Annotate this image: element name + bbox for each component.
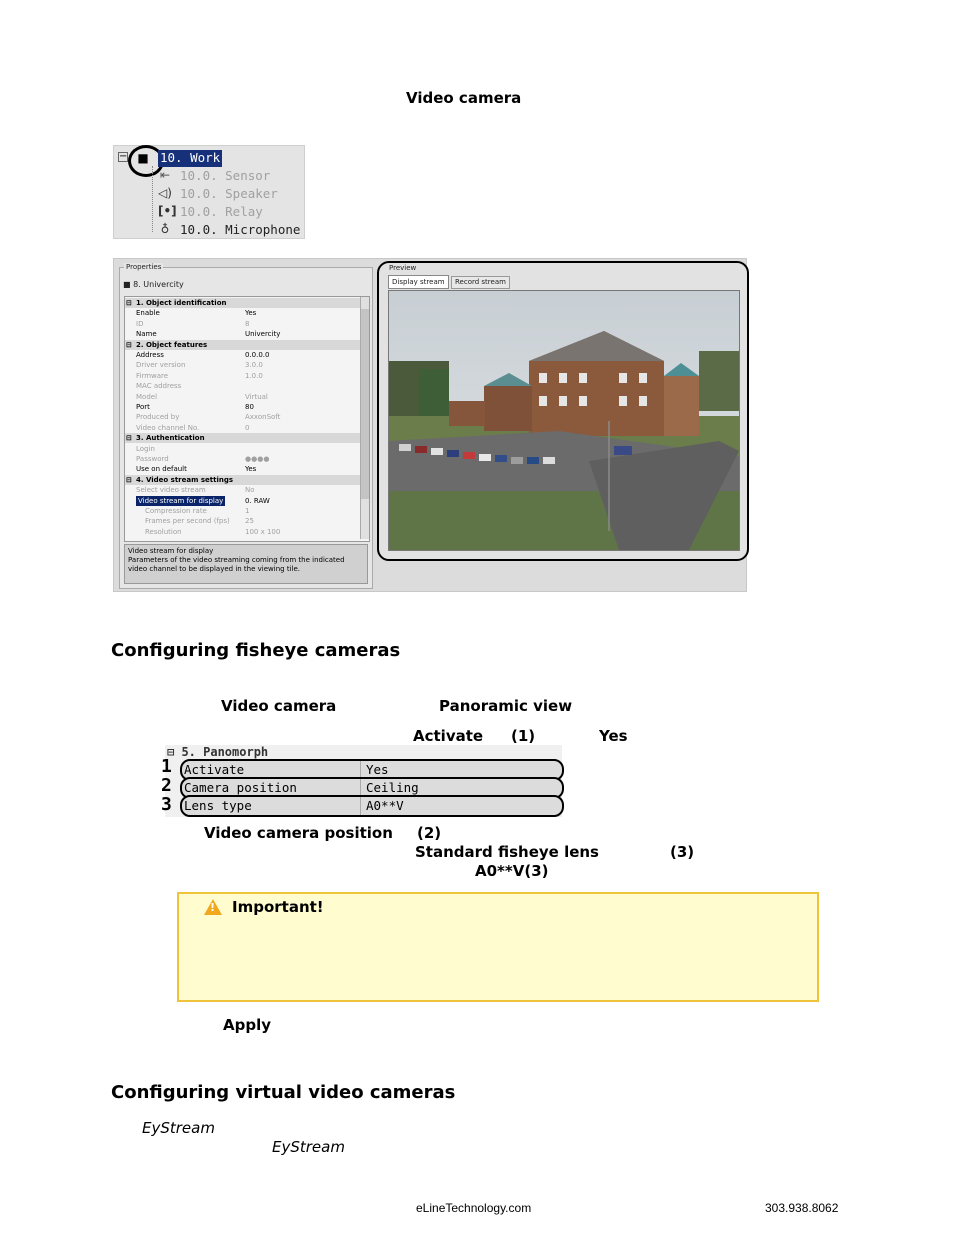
- property-value[interactable]: ●●●●: [245, 455, 270, 463]
- property-row[interactable]: [125, 506, 361, 516]
- property-value[interactable]: Yes: [366, 762, 389, 777]
- property-key: Model: [136, 392, 158, 401]
- property-section[interactable]: [125, 340, 361, 350]
- text-video-camera-position: Video camera position: [204, 824, 393, 842]
- property-key: Frames per second (fps): [145, 517, 230, 526]
- text-apply: Apply: [223, 1016, 272, 1034]
- property-value[interactable]: 25: [245, 517, 254, 526]
- description-title: Video stream for display: [128, 547, 214, 555]
- property-key: 3. Authentication: [136, 434, 205, 443]
- collapse-icon[interactable]: ⊟: [126, 434, 132, 443]
- property-value[interactable]: 8: [245, 319, 250, 328]
- property-key: MAC address: [136, 382, 182, 391]
- property-row[interactable]: [125, 402, 361, 412]
- relay-icon: [•]: [158, 204, 177, 218]
- speaker-icon: ◁): [158, 186, 172, 200]
- camera-icon: ■: [137, 151, 149, 165]
- collapse-icon: −: [119, 151, 128, 162]
- property-row[interactable]: [125, 319, 361, 329]
- scrollbar-thumb[interactable]: [361, 309, 369, 499]
- property-row[interactable]: [125, 464, 361, 474]
- property-value[interactable]: 0. RAW: [245, 496, 270, 505]
- object-name: [123, 280, 184, 289]
- property-key: 1. Object identification: [136, 299, 227, 307]
- text-eystream-2: EyStream: [272, 1138, 345, 1156]
- text-panoramic-view: Panoramic view: [439, 697, 573, 715]
- text-standard-fisheye-lens: Standard fisheye lens: [415, 843, 599, 861]
- panomorph-row-lens-type[interactable]: [180, 795, 564, 817]
- text-video-camera: Video camera: [221, 697, 337, 715]
- footer-phone: 303.938.8062: [765, 1201, 839, 1215]
- properties-title: Properties: [126, 263, 162, 271]
- object-tree-screenshot: [113, 145, 305, 239]
- property-row[interactable]: [125, 454, 361, 464]
- footer-site: eLineTechnology.com: [416, 1201, 532, 1215]
- text-callout-1: (1): [511, 727, 536, 745]
- collapse-icon[interactable]: ⊟: [126, 475, 132, 484]
- property-row[interactable]: [125, 496, 361, 506]
- text-activate: Activate: [413, 727, 484, 745]
- property-row[interactable]: [125, 392, 361, 402]
- property-key: Password: [136, 455, 169, 463]
- object-name-label: 8. Univercity: [133, 280, 184, 289]
- property-row[interactable]: [125, 308, 361, 318]
- callout-number-2: 2: [161, 775, 172, 796]
- property-key: Firmware: [136, 371, 169, 380]
- property-value[interactable]: AxxonSoft: [245, 413, 281, 422]
- text-yes: Yes: [599, 727, 628, 745]
- tree-item-speaker[interactable]: 10.0. Speaker: [180, 186, 278, 201]
- section-title-fisheye: Configuring fisheye cameras: [111, 640, 401, 661]
- property-row[interactable]: [125, 423, 361, 433]
- property-value[interactable]: 0.0.0.0: [245, 351, 270, 359]
- panomorph-header: [167, 745, 268, 759]
- property-value[interactable]: Yes: [245, 309, 257, 318]
- microphone-icon: ♁: [160, 222, 170, 236]
- property-key: Enable: [136, 309, 160, 318]
- property-value[interactable]: Yes: [245, 465, 257, 474]
- property-row[interactable]: [125, 444, 361, 454]
- tree-item-microphone[interactable]: 10.0. Microphone: [180, 222, 301, 237]
- property-value[interactable]: 100 x 100: [245, 527, 281, 536]
- tree-item-relay[interactable]: 10.0. Relay: [180, 204, 263, 219]
- property-row[interactable]: [125, 412, 361, 422]
- important-label: Important!: [232, 898, 324, 916]
- heading-video-camera: Video camera: [406, 89, 522, 107]
- property-value[interactable]: A0**V: [366, 798, 404, 813]
- property-key: Lens type: [184, 798, 252, 813]
- callout-number-1: 1: [161, 756, 172, 777]
- property-key: Resolution: [145, 527, 182, 536]
- property-key: ID: [136, 319, 144, 328]
- property-key: Driver version: [136, 361, 186, 370]
- tab-display-stream[interactable]: Display stream: [388, 275, 449, 289]
- property-key: 4. Video stream settings: [136, 475, 233, 484]
- collapse-icon[interactable]: ⊟: [126, 299, 132, 307]
- panomorph-screenshot: [161, 745, 562, 817]
- property-value[interactable]: Virtual: [245, 392, 268, 401]
- property-row[interactable]: [125, 350, 361, 360]
- property-section[interactable]: [125, 298, 361, 308]
- tree-item-sensor[interactable]: 10.0. Sensor: [180, 168, 271, 183]
- property-value[interactable]: Ceiling: [366, 780, 419, 795]
- preview-title: Preview: [389, 264, 417, 272]
- property-value[interactable]: No: [245, 486, 255, 495]
- property-key: 2. Object features: [136, 340, 208, 349]
- property-key: Camera position: [184, 780, 297, 795]
- property-row[interactable]: [125, 381, 361, 391]
- property-scrollbar[interactable]: [360, 297, 369, 539]
- property-key: Name: [136, 330, 157, 339]
- property-row[interactable]: [125, 485, 361, 495]
- collapse-icon: ⊟: [167, 745, 182, 759]
- section-title-virtual-cameras: Configuring virtual video cameras: [111, 1082, 456, 1103]
- description-text: Parameters of the video streaming coming from the indicated video channel to be displayed in the viewing tile.: [128, 556, 345, 573]
- property-value[interactable]: 1: [245, 507, 250, 515]
- tree-item-work-label: 10. Work: [160, 150, 221, 165]
- camera-icon: ■: [123, 280, 134, 289]
- text-callout-3: (3): [670, 843, 695, 861]
- property-section[interactable]: [125, 433, 361, 443]
- property-row[interactable]: [125, 516, 361, 526]
- property-value[interactable]: 1.0.0: [245, 371, 263, 380]
- property-key: Login: [136, 444, 155, 453]
- property-row[interactable]: [125, 371, 361, 381]
- property-value[interactable]: 80: [245, 403, 254, 411]
- property-key: Activate: [184, 762, 245, 777]
- important-note-box: [177, 892, 819, 1002]
- property-value[interactable]: 3.0.0: [245, 361, 263, 370]
- collapse-icon[interactable]: ⊟: [126, 340, 132, 349]
- property-key: Compression rate: [145, 507, 207, 515]
- property-description: [124, 544, 368, 584]
- tab-record-stream[interactable]: Record stream: [451, 276, 510, 289]
- warning-icon: !: [204, 899, 222, 915]
- property-key: Use on default: [136, 465, 187, 474]
- property-row[interactable]: [125, 329, 361, 339]
- property-row[interactable]: [125, 527, 361, 537]
- tree-line: [152, 166, 154, 232]
- properties-screenshot: [113, 258, 747, 592]
- property-key: Select video stream: [136, 486, 206, 495]
- property-key: Video channel No.: [136, 423, 200, 432]
- sensor-icon: ⇤: [159, 168, 171, 182]
- properties-panel: [119, 263, 373, 589]
- callout-number-3: 3: [161, 794, 172, 815]
- property-key: Address: [136, 351, 164, 359]
- text-lens-code: A0**V(3): [475, 862, 549, 880]
- property-row[interactable]: [125, 360, 361, 370]
- property-grid[interactable]: [124, 296, 370, 542]
- property-value[interactable]: Univercity: [245, 330, 281, 339]
- property-key: Produced by: [136, 413, 180, 422]
- property-value[interactable]: 0: [245, 423, 250, 432]
- property-key: Port: [136, 403, 150, 411]
- property-section[interactable]: [125, 475, 361, 485]
- text-eystream-1: EyStream: [142, 1119, 215, 1137]
- panomorph-title: 5. Panomorph: [181, 745, 269, 759]
- preview-panel: [377, 261, 749, 561]
- property-key: Video stream for display: [138, 496, 224, 505]
- text-callout-2: (2): [417, 824, 442, 842]
- camera-preview-image: [388, 290, 740, 551]
